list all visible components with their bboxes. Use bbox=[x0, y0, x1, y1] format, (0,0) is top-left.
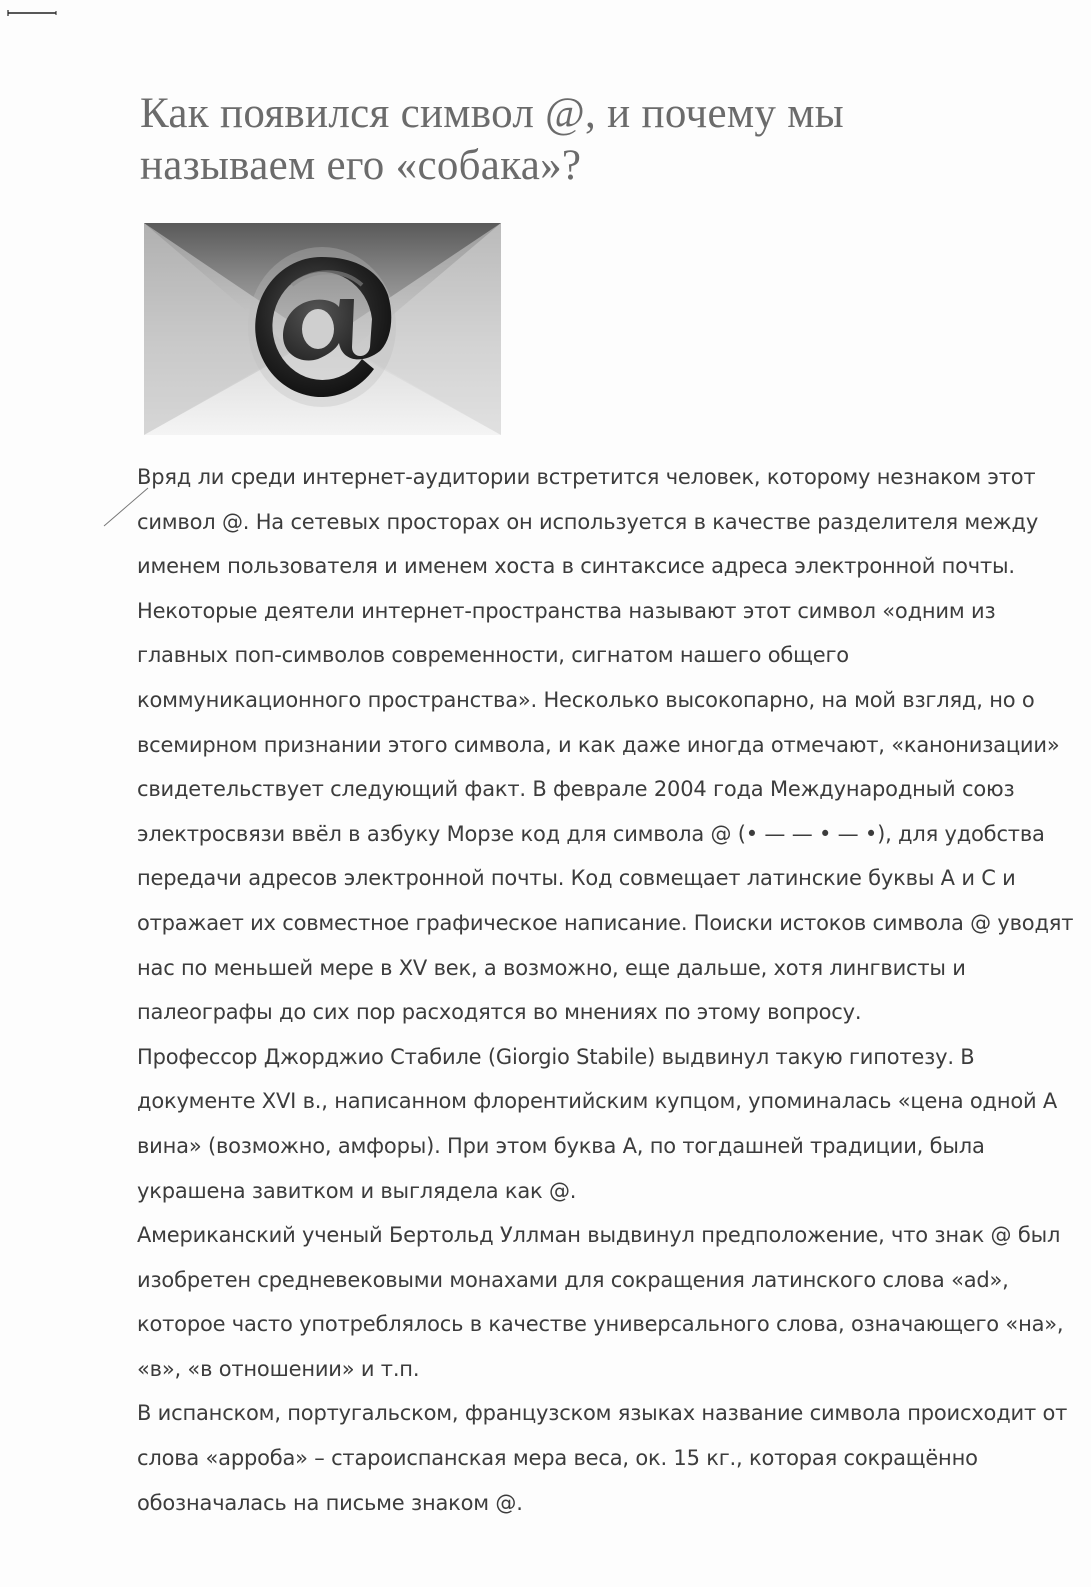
paragraph-1: Вряд ли среди интернет-аудитории встретится человек, которому незнаком этот символ @. На сетевых просторах он используется в качестве разделителя между именем пользователя и именем хоста в синтаксисе адреса электронной почты. Некоторые деятели интернет-пространства называют этот символ «одним из главных поп-символов современности, сигнатом нашего общего коммуникационного пространства». Несколько высокопарно, на мой взгляд, но о всемирном признании этого символа, и как даже иногда отмечают, «канонизации» свидетельствует следующий факт. В феврале 2004 года Международный союз электросвязи ввёл в азбуку Морзе код для символа @ (• — — • — •), для удобства передачи адресов электронной почты. Код совмещает латинские буквы А и С и отражает их совместное графическое написание. Поиски истоков символа @ уводят нас по меньшей мере в XV век, а возможно, еще дальше, хотя лингвисты и палеографы до сих пор расходятся во мнениях по этому вопросу. bbox=[137, 465, 1074, 1025]
corner-scan-mark bbox=[6, 10, 58, 16]
envelope-at-icon bbox=[144, 223, 501, 435]
article-body bbox=[137, 455, 1077, 1525]
article-title bbox=[140, 88, 1000, 192]
paragraph-3: Американский ученый Бертольд Уллман выдвинул предположение, что знак @ был изобретен средневековыми монахами для сокращения латинского слова «ad», которое часто употреблялось в качестве универсального слова, означающего «на», «в», «в отношении» и т.п. bbox=[137, 1223, 1064, 1381]
article-title-line-1: Как появился символ @, и почему мы bbox=[140, 90, 844, 137]
paragraph-4: В испанском, португальском, французском языках название символа происходит от слова «арроба» – староиспанская мера веса, ок. 15 кг., которая сокращённо обозначалась на письме знаком @. bbox=[137, 1401, 1068, 1515]
paragraph-2: Профессор Джорджио Стабиле (Giorgio Stabile) выдвинул такую гипотезу. В документе XVI в., написанном флорентийским купцом, упоминалась «цена одной А вина» (возможно, амфоры). При этом буква А, по тогдашней традиции, была украшена завитком и выглядела как @. bbox=[137, 1044, 1058, 1203]
article-title-line-2: называем его «собака»? bbox=[140, 142, 582, 189]
